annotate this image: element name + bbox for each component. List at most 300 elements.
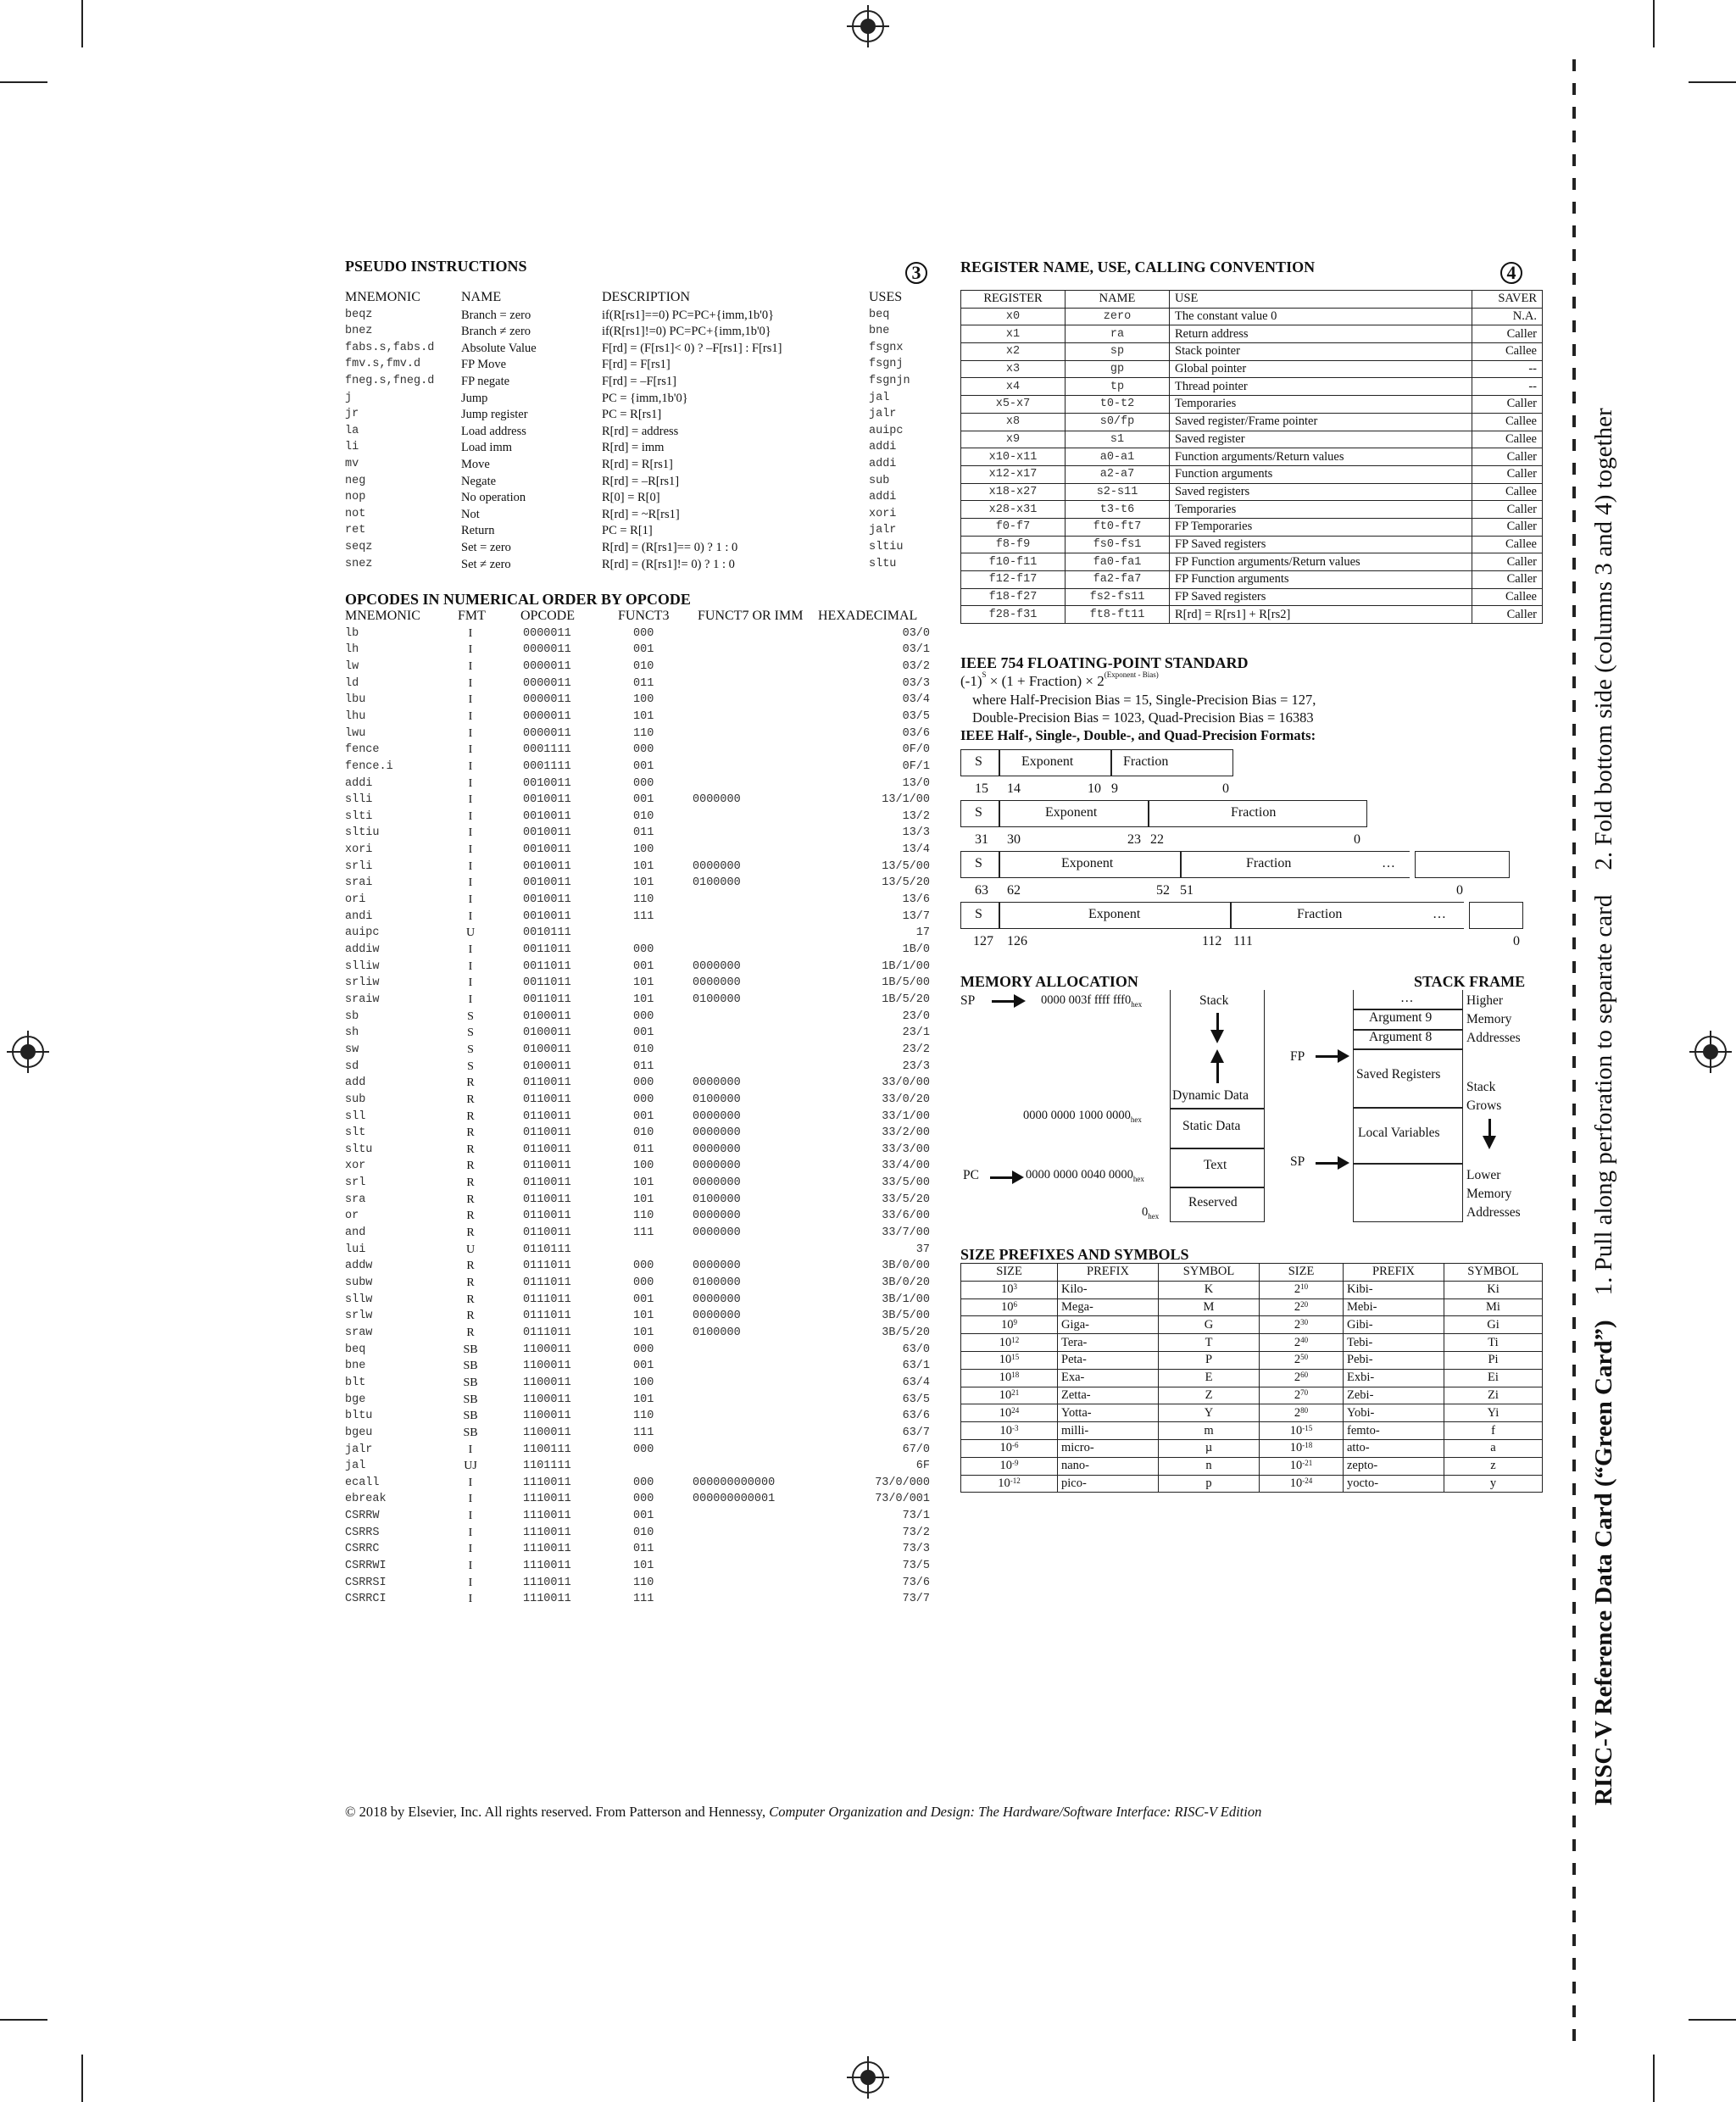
memory-title: MEMORY ALLOCATION <box>960 973 1138 990</box>
symbol: T <box>1159 1334 1260 1352</box>
size-row <box>961 1475 1543 1493</box>
hex: 3B/1/00 <box>882 1293 930 1306</box>
half-bit-9: 9 <box>1111 781 1118 796</box>
opcode: 0110011 <box>523 1193 571 1206</box>
funct7: 000000000001 <box>693 1493 776 1506</box>
funct3: 101 <box>633 876 654 890</box>
size-prefix-table <box>960 1263 1543 1493</box>
ieee-bias-line1: where Half-Precision Bias = 15, Single-Precision Bias = 127, <box>972 692 1316 708</box>
opcode-row: slli I 0010011 001 0000000 13/1/00 <box>345 793 930 807</box>
mnemonic: srl <box>345 1176 366 1190</box>
size-decimal <box>961 1351 1058 1369</box>
funct3: 000 <box>633 1493 654 1506</box>
opcode: 0001111 <box>523 743 571 757</box>
mnemonic: lh <box>345 643 359 657</box>
register-row <box>961 465 1543 483</box>
opcode: 0110011 <box>523 1126 571 1140</box>
mnemonic: and <box>345 1226 366 1240</box>
opcode: 1110011 <box>523 1576 571 1589</box>
mnemonic: sllw <box>345 1293 373 1306</box>
formula-exponent: (Exponent - Bias) <box>1104 670 1159 679</box>
pseudo-row <box>345 524 904 541</box>
higher-memory-label: Higher Memory Addresses <box>1466 993 1521 1045</box>
half-bit-0: 0 <box>1222 781 1229 796</box>
single-bit-23: 23 <box>1127 832 1141 847</box>
size-exponent: -9 <box>1012 1459 1019 1468</box>
mnemonic: CSRRCI <box>345 1593 387 1606</box>
opcode-row: lwu I 0000011 110 03/6 <box>345 726 930 740</box>
hex: 63/1 <box>902 1360 930 1373</box>
register: f10-f11 <box>961 553 1066 571</box>
size-exponent: 80 <box>1300 1405 1309 1415</box>
double-fraction: Fraction <box>1246 856 1292 870</box>
opcode-row: sb S 0100011 000 23/0 <box>345 1009 930 1023</box>
size-exponent: 18 <box>1011 1371 1020 1380</box>
opcode-row: or R 0110011 110 0000000 33/6/00 <box>345 1209 930 1223</box>
opcode: 1110011 <box>523 1543 571 1556</box>
uses: addi <box>869 441 897 454</box>
hex: 13/7 <box>902 909 930 923</box>
uses: sltu <box>869 557 897 570</box>
opcode-row: srl R 0110011 101 0000000 33/5/00 <box>345 1176 930 1190</box>
pseudo-row <box>345 491 904 508</box>
double-exponent: Exponent <box>1061 856 1114 870</box>
mnemonic: fence <box>345 743 380 757</box>
copyright-footer <box>345 1804 1261 1821</box>
register: f12-f17 <box>961 571 1066 589</box>
prefix: milli- <box>1058 1422 1159 1440</box>
register-saver: Caller <box>1472 501 1543 519</box>
symbol-binary: Zi <box>1444 1387 1543 1404</box>
opcode: 1100011 <box>523 1426 571 1439</box>
uses: jalr <box>869 524 897 537</box>
ieee-formats-title: IEEE Half-, Single-, Double-, and Quad-Precision Formats: <box>960 727 1316 743</box>
opcode: 0110011 <box>523 1209 571 1223</box>
opcode-row: CSRRW I 1110011 001 73/1 <box>345 1510 930 1523</box>
funct3: 101 <box>633 1326 654 1339</box>
register-use: FP Saved registers <box>1170 536 1472 553</box>
size-binary <box>1260 1404 1344 1422</box>
size-base: 10 <box>1001 1299 1014 1314</box>
formula-mid: × (1 + Fraction) × 2 <box>986 673 1104 689</box>
uses: xori <box>869 507 897 520</box>
size-exponent: 20 <box>1300 1299 1309 1309</box>
sizes-title: SIZE PREFIXES AND SYMBOLS <box>960 1246 1189 1263</box>
single-bit-0: 0 <box>1354 832 1360 847</box>
hex: 03/2 <box>902 659 930 673</box>
size-base: 10 <box>999 1441 1012 1455</box>
register-row <box>961 396 1543 414</box>
hex: 63/4 <box>902 1376 930 1389</box>
uses: sltiu <box>869 541 904 553</box>
size-binary <box>1260 1387 1344 1404</box>
name: Set ≠ zero <box>461 557 511 571</box>
prefix: pico- <box>1058 1475 1159 1493</box>
mnemonic: addi <box>345 776 373 790</box>
header-opcode: OPCODE <box>520 609 576 623</box>
funct3: 010 <box>633 809 654 823</box>
funct3: 011 <box>633 1059 654 1073</box>
funct7: 0000000 <box>693 1293 741 1306</box>
hex: 1B/1/00 <box>882 959 930 973</box>
size-row <box>961 1334 1543 1352</box>
opcode: 0100011 <box>523 1059 571 1073</box>
hex: 03/5 <box>902 709 930 723</box>
register-row <box>961 483 1543 501</box>
register-name: fs2-fs11 <box>1066 588 1170 606</box>
mnemonic: fneg.s,fneg.d <box>345 375 435 387</box>
description: PC = R[1] <box>602 524 653 538</box>
description: R[rd] = imm <box>602 441 665 455</box>
size-base: 10 <box>999 1335 1012 1349</box>
symbol: P <box>1159 1351 1260 1369</box>
size-binary <box>1260 1351 1344 1369</box>
opcode-row: lh I 0000011 001 03/1 <box>345 643 930 657</box>
prefix-binary: atto- <box>1344 1439 1444 1457</box>
opcode: 0010011 <box>523 809 571 823</box>
register-name: t3-t6 <box>1066 501 1170 519</box>
opcode-row: xor R 0110011 100 0000000 33/4/00 <box>345 1159 930 1173</box>
size-base: 10 <box>999 1371 1012 1385</box>
hex: 23/0 <box>902 1009 930 1023</box>
funct3: 000 <box>633 776 654 790</box>
opcode: 0000011 <box>523 709 571 723</box>
opcode-row: ori I 0010011 110 13/6 <box>345 893 930 907</box>
register-saver: N.A. <box>1472 308 1543 325</box>
quad-bit-111: 111 <box>1233 934 1253 948</box>
opcode-row: addw R 0111011 000 0000000 3B/0/00 <box>345 1260 930 1273</box>
description: PC = R[rs1] <box>602 408 662 422</box>
funct3: 000 <box>633 1260 654 1273</box>
funct3: 011 <box>633 676 654 690</box>
funct7: 0000000 <box>693 793 741 807</box>
double-format-box <box>960 851 1410 878</box>
name: Not <box>461 507 480 521</box>
hex: 33/0/20 <box>882 1093 930 1106</box>
opcode-row: CSRRCI I 1110011 111 73/7 <box>345 1593 930 1606</box>
hex: 13/3 <box>902 826 930 840</box>
funct3: 101 <box>633 859 654 873</box>
prefix-binary: Exbi- <box>1344 1369 1444 1387</box>
opcode: 0111011 <box>523 1260 571 1273</box>
register-saver: Callee <box>1472 431 1543 448</box>
mnemonic: fabs.s,fabs.d <box>345 341 435 354</box>
funct3: 110 <box>633 726 654 740</box>
symbol: Z <box>1159 1387 1260 1404</box>
frame-dots: … <box>1400 991 1414 1005</box>
register: x28-x31 <box>961 501 1066 519</box>
funct3: 111 <box>633 1226 654 1240</box>
size-base: 10 <box>1289 1459 1303 1473</box>
funct3: 001 <box>633 959 654 973</box>
opcode: 0011011 <box>523 976 571 990</box>
static-data-label: Static Data <box>1182 1119 1241 1133</box>
hex: 13/1/00 <box>882 793 930 807</box>
copyright-text: © 2018 by Elsevier, Inc. All rights reserved. From Patterson and Hennessy, <box>345 1804 770 1820</box>
mnemonic: lb <box>345 626 359 640</box>
quad-exponent: Exponent <box>1088 907 1141 921</box>
side-instructions <box>1590 408 1618 1805</box>
pseudo-row <box>345 425 904 442</box>
funct3: 110 <box>633 893 654 907</box>
double-format-box-end <box>1415 851 1510 878</box>
stack-grows-arrow-icon <box>1488 1119 1491 1137</box>
mnemonic: sub <box>345 1093 366 1106</box>
crop-mark <box>0 81 47 83</box>
opcode-row: sllw R 0111011 001 0000000 3B/1/00 <box>345 1293 930 1306</box>
register-name: ra <box>1066 325 1170 343</box>
hex: 73/1 <box>902 1510 930 1523</box>
size-decimal <box>961 1439 1058 1457</box>
size-exponent: 21 <box>1011 1387 1020 1397</box>
size-binary <box>1260 1439 1344 1457</box>
instruction-pull: 1. Pull along perforation to separate card <box>1590 894 1617 1296</box>
register-row <box>961 413 1543 431</box>
hex: 33/7/00 <box>882 1226 930 1240</box>
hex: 23/1 <box>902 1026 930 1040</box>
mnemonic: subw <box>345 1276 373 1289</box>
hex: 23/3 <box>902 1059 930 1073</box>
funct3: 110 <box>633 1576 654 1589</box>
pseudo-row <box>345 325 904 342</box>
register-use: FP Function arguments <box>1170 571 1472 589</box>
opcode-row: bltu SB 1100011 110 63/6 <box>345 1410 930 1423</box>
name: Load address <box>461 424 526 438</box>
funct3: 000 <box>633 943 654 956</box>
opcode-row: fence.i I 0001111 001 0F/1 <box>345 759 930 773</box>
size-binary <box>1260 1281 1344 1298</box>
funct3: 011 <box>633 1143 654 1156</box>
opcode: 0000011 <box>523 659 571 673</box>
size-decimal <box>961 1281 1058 1298</box>
opcode-row: lb I 0000011 000 03/0 <box>345 626 930 640</box>
register: x0 <box>961 308 1066 325</box>
opcode: 1110011 <box>523 1510 571 1523</box>
opcode-row: and R 0110011 111 0000000 33/7/00 <box>345 1226 930 1240</box>
register-row <box>961 325 1543 343</box>
mnemonic: blt <box>345 1376 366 1389</box>
opcode: 1100011 <box>523 1343 571 1356</box>
opcode: 0011011 <box>523 993 571 1006</box>
opcode: 0100011 <box>523 1026 571 1040</box>
column-number-3: 3 <box>905 262 927 284</box>
half-s: S <box>975 754 982 769</box>
register-row <box>961 501 1543 519</box>
name: Absolute Value <box>461 341 537 355</box>
register-saver: Callee <box>1472 483 1543 501</box>
opcode-row: xori I 0010011 100 13/4 <box>345 843 930 857</box>
register-use: Global pointer <box>1170 360 1472 378</box>
opcode: 0010011 <box>523 843 571 857</box>
opcode-row: fence I 0001111 000 0F/0 <box>345 743 930 757</box>
funct3: 100 <box>633 693 654 707</box>
opcode-row: CSRRSI I 1110011 110 73/6 <box>345 1576 930 1589</box>
double-bit-0: 0 <box>1456 883 1463 898</box>
hex: 33/2/00 <box>882 1126 930 1140</box>
funct7: 0000000 <box>693 1076 741 1090</box>
mnemonic: beqz <box>345 308 373 321</box>
single-s: S <box>975 805 982 820</box>
register-name: ft0-ft7 <box>1066 518 1170 536</box>
size-binary <box>1260 1457 1344 1475</box>
header-name: NAME <box>461 290 502 304</box>
funct3: 010 <box>633 659 654 673</box>
register-saver: Callee <box>1472 343 1543 361</box>
size-exponent: 60 <box>1300 1371 1309 1380</box>
opcode: 0111011 <box>523 1276 571 1289</box>
opcode: 0110011 <box>523 1159 571 1173</box>
opcode-row: sd S 0100011 011 23/3 <box>345 1059 930 1073</box>
size-decimal <box>961 1369 1058 1387</box>
register-saver: Caller <box>1472 553 1543 571</box>
hex: 13/5/20 <box>882 876 930 890</box>
opcode: 0110011 <box>523 1109 571 1123</box>
hex: 73/2 <box>902 1526 930 1539</box>
header-hex: HEXADECIMAL <box>818 609 918 623</box>
opcode: 0110011 <box>523 1143 571 1156</box>
size-base: 10 <box>999 1459 1012 1473</box>
half-format-box <box>960 749 1233 776</box>
opcode-row: CSRRWI I 1110011 101 73/5 <box>345 1560 930 1573</box>
register-row <box>961 360 1543 378</box>
opcode: 0001111 <box>523 759 571 773</box>
name: FP Move <box>461 358 507 372</box>
ieee-bias-line2: Double-Precision Bias = 1023, Quad-Precision Bias = 16383 <box>972 709 1314 726</box>
hex: 03/6 <box>902 726 930 740</box>
column-number-4: 4 <box>1500 262 1522 284</box>
register-saver: Caller <box>1472 571 1543 589</box>
symbol-binary: f <box>1444 1422 1543 1440</box>
pseudo-row <box>345 441 904 458</box>
description: R[rd] = R[rs1] <box>602 458 673 471</box>
opcodes-title: OPCODES IN NUMERICAL ORDER BY OPCODE <box>345 591 691 608</box>
register-use: Saved register <box>1170 431 1472 448</box>
funct7: 0000000 <box>693 976 741 990</box>
funct3: 111 <box>633 909 654 923</box>
description: if(R[rs1]==0) PC=PC+{imm,1b'0} <box>602 308 775 322</box>
mnemonic: ld <box>345 676 359 690</box>
description: R[rd] = –R[rs1] <box>602 474 680 488</box>
hex: 63/5 <box>902 1393 930 1406</box>
quad-s: S <box>975 907 982 921</box>
half-fraction: Fraction <box>1123 754 1169 769</box>
hex: 67/0 <box>902 1443 930 1456</box>
funct3: 001 <box>633 1360 654 1373</box>
opcode-row: sw S 0100011 010 23/2 <box>345 1043 930 1056</box>
card-title: RISC-V Reference Data Card (“Green Card”) <box>1590 1320 1617 1805</box>
mnemonic: lhu <box>345 709 366 723</box>
local-variables: Local Variables <box>1358 1126 1440 1140</box>
register-row <box>961 308 1543 325</box>
size-exponent: -12 <box>1010 1476 1021 1485</box>
register: x9 <box>961 431 1066 448</box>
header-size: SIZE <box>961 1264 1058 1282</box>
quad-bit-126: 126 <box>1007 934 1027 948</box>
funct7: 0000000 <box>693 1226 741 1240</box>
hex: 73/3 <box>902 1543 930 1556</box>
register-name: a0-a1 <box>1066 448 1170 466</box>
register-saver: Callee <box>1472 413 1543 431</box>
size-binary <box>1260 1369 1344 1387</box>
header-uses: USES <box>869 290 903 304</box>
register-name: s0/fp <box>1066 413 1170 431</box>
hex: 13/4 <box>902 843 930 857</box>
argument-9: Argument 9 <box>1369 1010 1433 1025</box>
hex: 33/1/00 <box>882 1109 930 1123</box>
register-use: Stack pointer <box>1170 343 1472 361</box>
mnemonic: sd <box>345 1059 359 1073</box>
mnemonic: beq <box>345 1343 366 1356</box>
opcode: 0110111 <box>523 1243 571 1256</box>
register-name: t0-t2 <box>1066 396 1170 414</box>
size-decimal <box>961 1387 1058 1404</box>
description: R[rd] = (R[rs1]== 0) ? 1 : 0 <box>602 541 738 554</box>
symbol: m <box>1159 1422 1260 1440</box>
mnemonic: ebreak <box>345 1493 387 1506</box>
opcode-row: addiw I 0011011 000 1B/0 <box>345 943 930 956</box>
prefix-binary: Pebi- <box>1344 1351 1444 1369</box>
opcode: 1110011 <box>523 1493 571 1506</box>
mnemonic: or <box>345 1209 359 1223</box>
name: Branch = zero <box>461 308 531 322</box>
funct7: 0100000 <box>693 1276 741 1289</box>
register-saver: Callee <box>1472 588 1543 606</box>
mnemonic: add <box>345 1076 366 1090</box>
size-exponent: 3 <box>1013 1282 1017 1292</box>
crop-mark <box>81 0 83 47</box>
prefix: micro- <box>1058 1439 1159 1457</box>
mnemonic: ret <box>345 524 366 537</box>
opcode: 0010011 <box>523 776 571 790</box>
register-saver: -- <box>1472 378 1543 396</box>
opcode: 0110011 <box>523 1076 571 1090</box>
mnemonic: j <box>345 391 353 404</box>
description: R[rd] = (R[rs1]!= 0) ? 1 : 0 <box>602 557 735 571</box>
opcode-row: slti I 0010011 010 13/2 <box>345 809 930 823</box>
lower-memory-label: Lower Memory Addresses <box>1466 1168 1521 1220</box>
funct7: 0100000 <box>693 993 741 1006</box>
funct3: 000 <box>633 1276 654 1289</box>
description: if(R[rs1]!=0) PC=PC+{imm,1b'0} <box>602 325 771 339</box>
opcode: 0010011 <box>523 793 571 807</box>
sp-arrow-icon <box>992 1000 1015 1003</box>
funct7: 0100000 <box>693 1326 741 1339</box>
funct3: 010 <box>633 1126 654 1140</box>
mnemonic: sll <box>345 1109 366 1123</box>
mnemonic: xor <box>345 1159 366 1173</box>
mnemonic: slti <box>345 809 373 823</box>
header-use: USE <box>1170 291 1472 309</box>
opcode: 1110011 <box>523 1593 571 1606</box>
register-use: Saved register/Frame pointer <box>1170 413 1472 431</box>
size-decimal <box>961 1316 1058 1334</box>
register: x5-x7 <box>961 396 1066 414</box>
opcode-row: addi I 0010011 000 13/0 <box>345 776 930 790</box>
size-exponent: 30 <box>1300 1317 1309 1326</box>
opcode-row: andi I 0010011 111 13/7 <box>345 909 930 923</box>
register-table <box>960 290 1543 624</box>
opcode: 1100011 <box>523 1376 571 1389</box>
pseudo-title: PSEUDO INSTRUCTIONS <box>345 258 527 275</box>
funct7: 0000000 <box>693 1209 741 1223</box>
double-ellipsis: … <box>1382 856 1395 870</box>
size-base: 10 <box>1289 1476 1303 1490</box>
opcode: 0000011 <box>523 726 571 740</box>
funct3: 001 <box>633 643 654 657</box>
header-funct7: FUNCT7 OR IMM <box>698 609 804 623</box>
hex: 3B/0/00 <box>882 1260 930 1273</box>
register-row <box>961 378 1543 396</box>
